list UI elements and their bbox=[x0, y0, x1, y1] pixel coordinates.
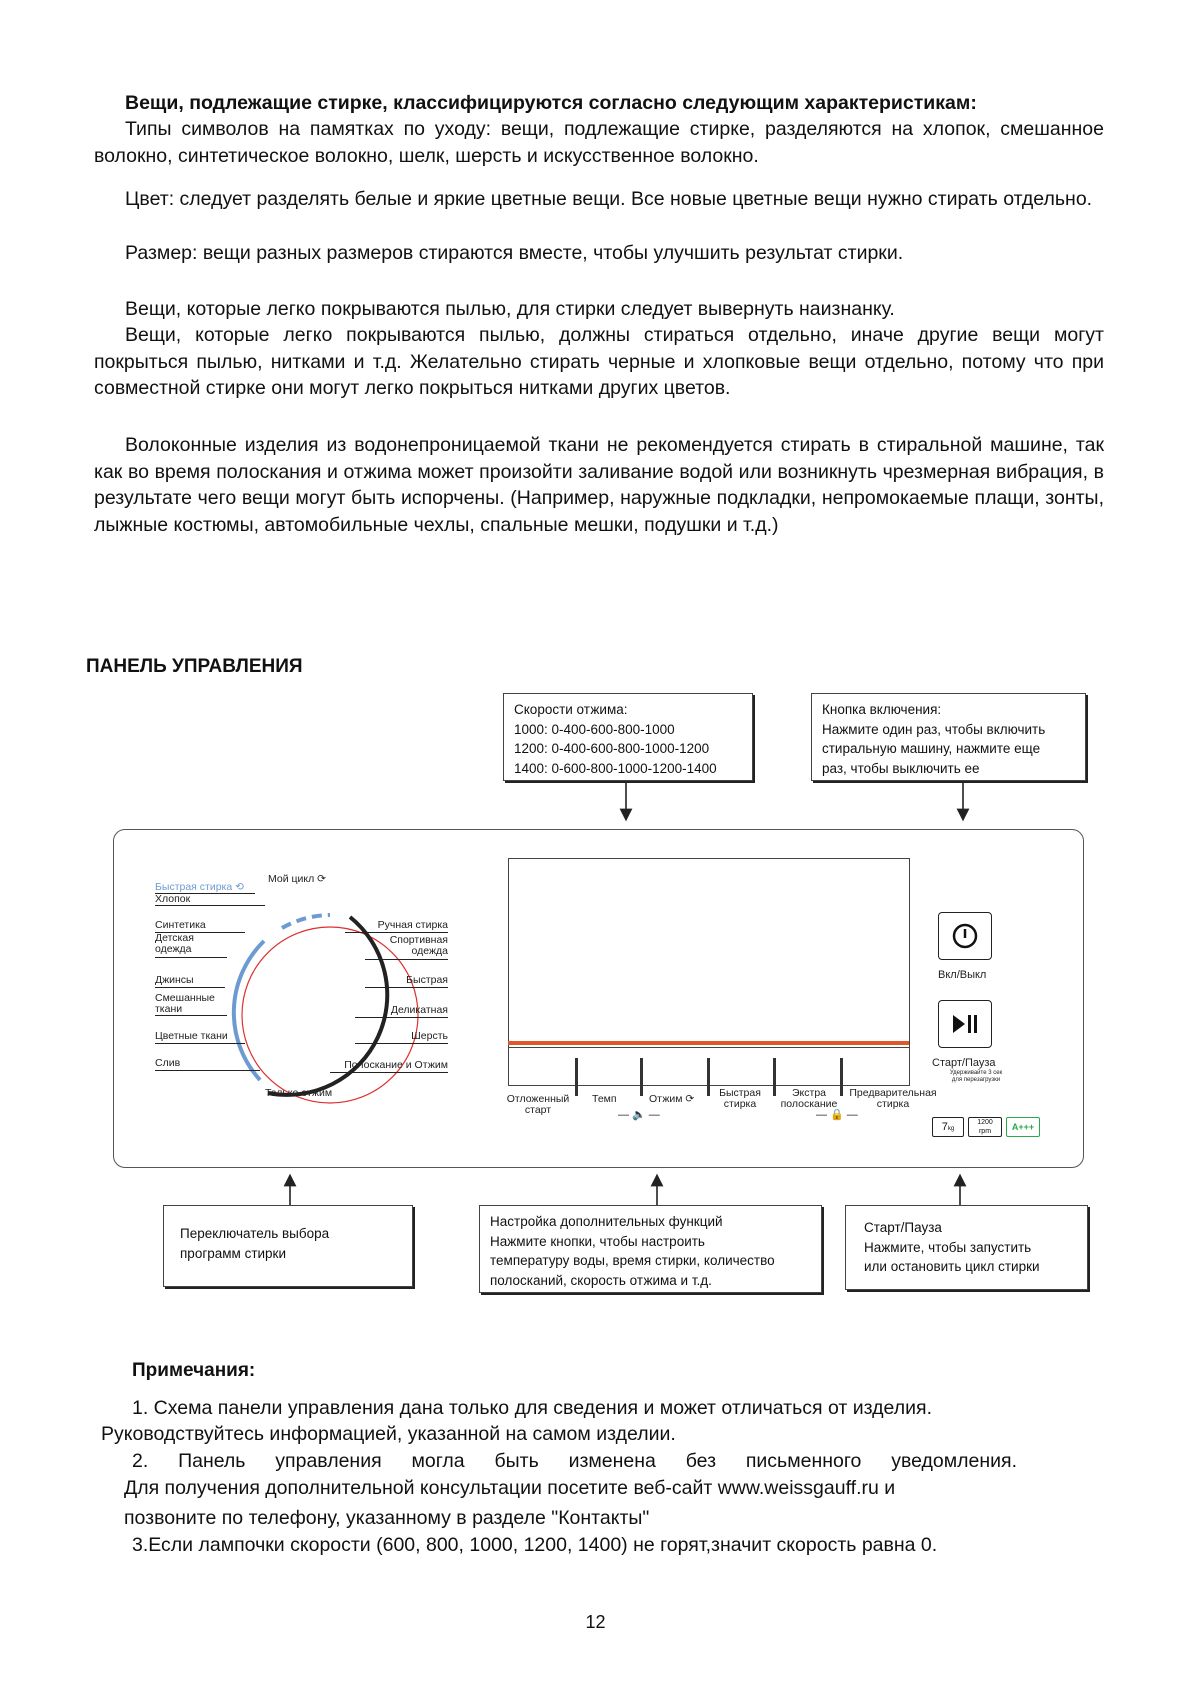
program-label: Хлопок bbox=[155, 893, 191, 905]
callout-line: Кнопка включения: bbox=[822, 702, 942, 717]
note-line: 2. Панель управления могла быть изменена без письменного уведомления. bbox=[132, 1450, 1017, 1472]
callout-line: 1400: 0-600-800-1000-1200-1400 bbox=[514, 760, 717, 776]
start-pause-button[interactable] bbox=[938, 1000, 992, 1048]
page-number: 12 bbox=[585, 1612, 606, 1632]
callout-line: Скорости отжима: bbox=[514, 702, 628, 717]
program-label: Синтетика bbox=[155, 919, 206, 931]
start-pause-label: Старт/Пауза bbox=[932, 1057, 996, 1069]
callout-line: раз, чтобы выключить ее bbox=[822, 760, 980, 776]
program-label: Ручная стирка bbox=[377, 919, 448, 931]
callout-line: 1200: 0-400-600-800-1000-1200 bbox=[514, 741, 710, 756]
section-title: ПАНЕЛЬ УПРАВЛЕНИЯ bbox=[86, 656, 303, 677]
label-underline bbox=[365, 959, 448, 960]
start-pause-callout bbox=[845, 1205, 1088, 1290]
callout-line: или остановить цикл стирки bbox=[864, 1259, 1040, 1274]
func-temp-button[interactable]: Темп bbox=[592, 1093, 617, 1105]
program-label: Спортивная одежда bbox=[389, 934, 448, 957]
intro-paragraph: Вещи, которые легко покрываются пылью, для стирки следует вывернуть наизнанку. bbox=[125, 298, 895, 320]
start-pause-hint: Удерживайте 3 сек для перезагрузки bbox=[949, 1070, 1003, 1083]
sound-icon: — 🔈 — bbox=[618, 1109, 660, 1121]
label-underline bbox=[155, 987, 225, 988]
func-spin-button[interactable]: Отжим ⟳ bbox=[649, 1093, 695, 1105]
intro-paragraph: Типы символов на памятках по уходу: вещи, подлежащие стирке, разделяются на хлопок, смешанное волокно, синтетическое волокно, шелк, шерсть и искусственное волокно. bbox=[94, 118, 1104, 167]
callout-line: программ стирки bbox=[180, 1245, 287, 1261]
label-underline bbox=[365, 987, 448, 988]
callout-line: Нажмите кнопки, чтобы настроить bbox=[490, 1233, 705, 1249]
spin-speed-badge: 1200 rpm bbox=[968, 1117, 1002, 1137]
note-line: Руководствуйтесь информацией, указанной на самом изделии. bbox=[101, 1423, 676, 1445]
program-label: Цветные ткани bbox=[155, 1030, 228, 1042]
functions-callout bbox=[479, 1205, 822, 1293]
label-underline bbox=[155, 905, 265, 906]
label-underline bbox=[355, 1017, 448, 1018]
label-underline bbox=[345, 932, 448, 933]
spin-speed-callout bbox=[503, 693, 753, 781]
callout-line: Старт/Пауза bbox=[864, 1220, 942, 1235]
label-underline bbox=[155, 1070, 260, 1071]
program-label: Быстрая bbox=[406, 974, 448, 986]
program-label: Джинсы bbox=[155, 974, 194, 986]
label-underline bbox=[155, 1015, 227, 1016]
func-extra-rinse-button[interactable]: Экстра полоскание bbox=[780, 1087, 838, 1110]
callout-line: Нажмите, чтобы запустить bbox=[864, 1239, 1032, 1255]
power-button[interactable] bbox=[938, 912, 992, 960]
note-line: позвоните по телефону, указанному в разделе "Контакты" bbox=[124, 1507, 650, 1529]
callout-line: Переключатель выбора bbox=[180, 1226, 330, 1241]
power-callout bbox=[811, 693, 1086, 781]
function-button-divider bbox=[773, 1058, 776, 1096]
note-line: 3.Если лампочки скорости (600, 800, 1000, 1200, 1400) не горят,значит скорость равна 0. bbox=[132, 1534, 938, 1556]
energy-class-badge: A+++ bbox=[1006, 1117, 1040, 1137]
callout-line: полосканий, скорость отжима и т.д. bbox=[490, 1272, 712, 1288]
display-screen bbox=[508, 858, 910, 1048]
callout-line: Настройка дополнительных функций bbox=[490, 1214, 723, 1229]
note-line: 1. Схема панели управления дана только для сведения и может отличаться от изделия. bbox=[132, 1397, 932, 1419]
callout-line: 1000: 0-400-600-800-1000 bbox=[514, 721, 675, 737]
callout-line: температуру воды, время стирки, количество bbox=[490, 1253, 775, 1268]
power-icon bbox=[950, 921, 980, 951]
intro-paragraph: Цвет: следует разделять белые и яркие цветные вещи. Все новые цветные вещи нужно стирать отдельно. bbox=[125, 188, 1093, 210]
note-line: Для получения дополнительной консультации посетите веб-сайт www.weissgauff.ru и bbox=[124, 1477, 896, 1499]
play-pause-icon bbox=[950, 1012, 980, 1036]
callout-line: стиральную машину, нажмите еще bbox=[822, 741, 1041, 756]
function-button-divider bbox=[707, 1058, 710, 1096]
program-label: Смешанные ткани bbox=[155, 992, 215, 1015]
program-label: Деликатная bbox=[390, 1004, 448, 1016]
function-button-divider bbox=[640, 1058, 643, 1096]
selector-callout bbox=[163, 1205, 413, 1287]
notes-title: Примечания: bbox=[132, 1360, 256, 1381]
program-label-quick: Быстрая стирка ⟲ bbox=[155, 881, 244, 893]
child-lock-icon: — 🔒 — bbox=[816, 1109, 858, 1121]
power-label: Вкл/Выкл bbox=[938, 969, 987, 981]
func-quick-wash-button[interactable]: Быстрая стирка bbox=[719, 1087, 761, 1110]
func-delay-start-button[interactable]: Отложенный старт bbox=[506, 1093, 570, 1116]
program-label: Слив bbox=[155, 1057, 181, 1069]
intro-paragraph: Размер: вещи разных размеров стираются вместе, чтобы улучшить результат стирки. bbox=[125, 242, 904, 264]
label-underline bbox=[330, 1072, 448, 1073]
func-prewash-button[interactable]: Предварительная стирка bbox=[849, 1087, 937, 1110]
function-button-divider bbox=[575, 1058, 578, 1096]
capacity-badge: 7kg bbox=[932, 1117, 964, 1137]
intro-paragraph: Волоконные изделия из водонепроницаемой ткани не рекомендуется стирать в стиральной машине, так как во время полоскания и отжима может произойти заливание водой или возникнуть чрезмерная вибрация, в результате чего вещи могут быть испорчены. (Например, наружные подкладки, непромокаемые плащи, зонты, лыжные костюмы, автомобильные чехлы, спальные мешки, подушки и т.д.) bbox=[94, 434, 1104, 536]
label-underline bbox=[355, 1043, 448, 1044]
my-cycle-label: Мой цикл ⟳ bbox=[268, 873, 326, 885]
label-underline bbox=[155, 1043, 245, 1044]
intro-heading: Вещи, подлежащие стирке, классифицируются согласно следующим характеристикам: bbox=[125, 92, 977, 114]
program-label: Шерсть bbox=[411, 1030, 448, 1042]
program-label: Полоскание и Отжим bbox=[344, 1059, 448, 1071]
label-underline bbox=[155, 957, 227, 958]
intro-paragraph: Вещи, которые легко покрываются пылью, должны стираться отдельно, иначе другие вещи могут покрыться пылью, нитками и т.д. Желательно стирать черные и хлопковые вещи отдельно, потому что при совместной стирке они могут легко покрыться нитками других цветов. bbox=[94, 324, 1104, 399]
callout-line: Нажмите один раз, чтобы включить bbox=[822, 721, 1046, 737]
program-label: Детская одежда bbox=[155, 932, 194, 955]
spin-only-label: Только отжим bbox=[265, 1087, 333, 1099]
